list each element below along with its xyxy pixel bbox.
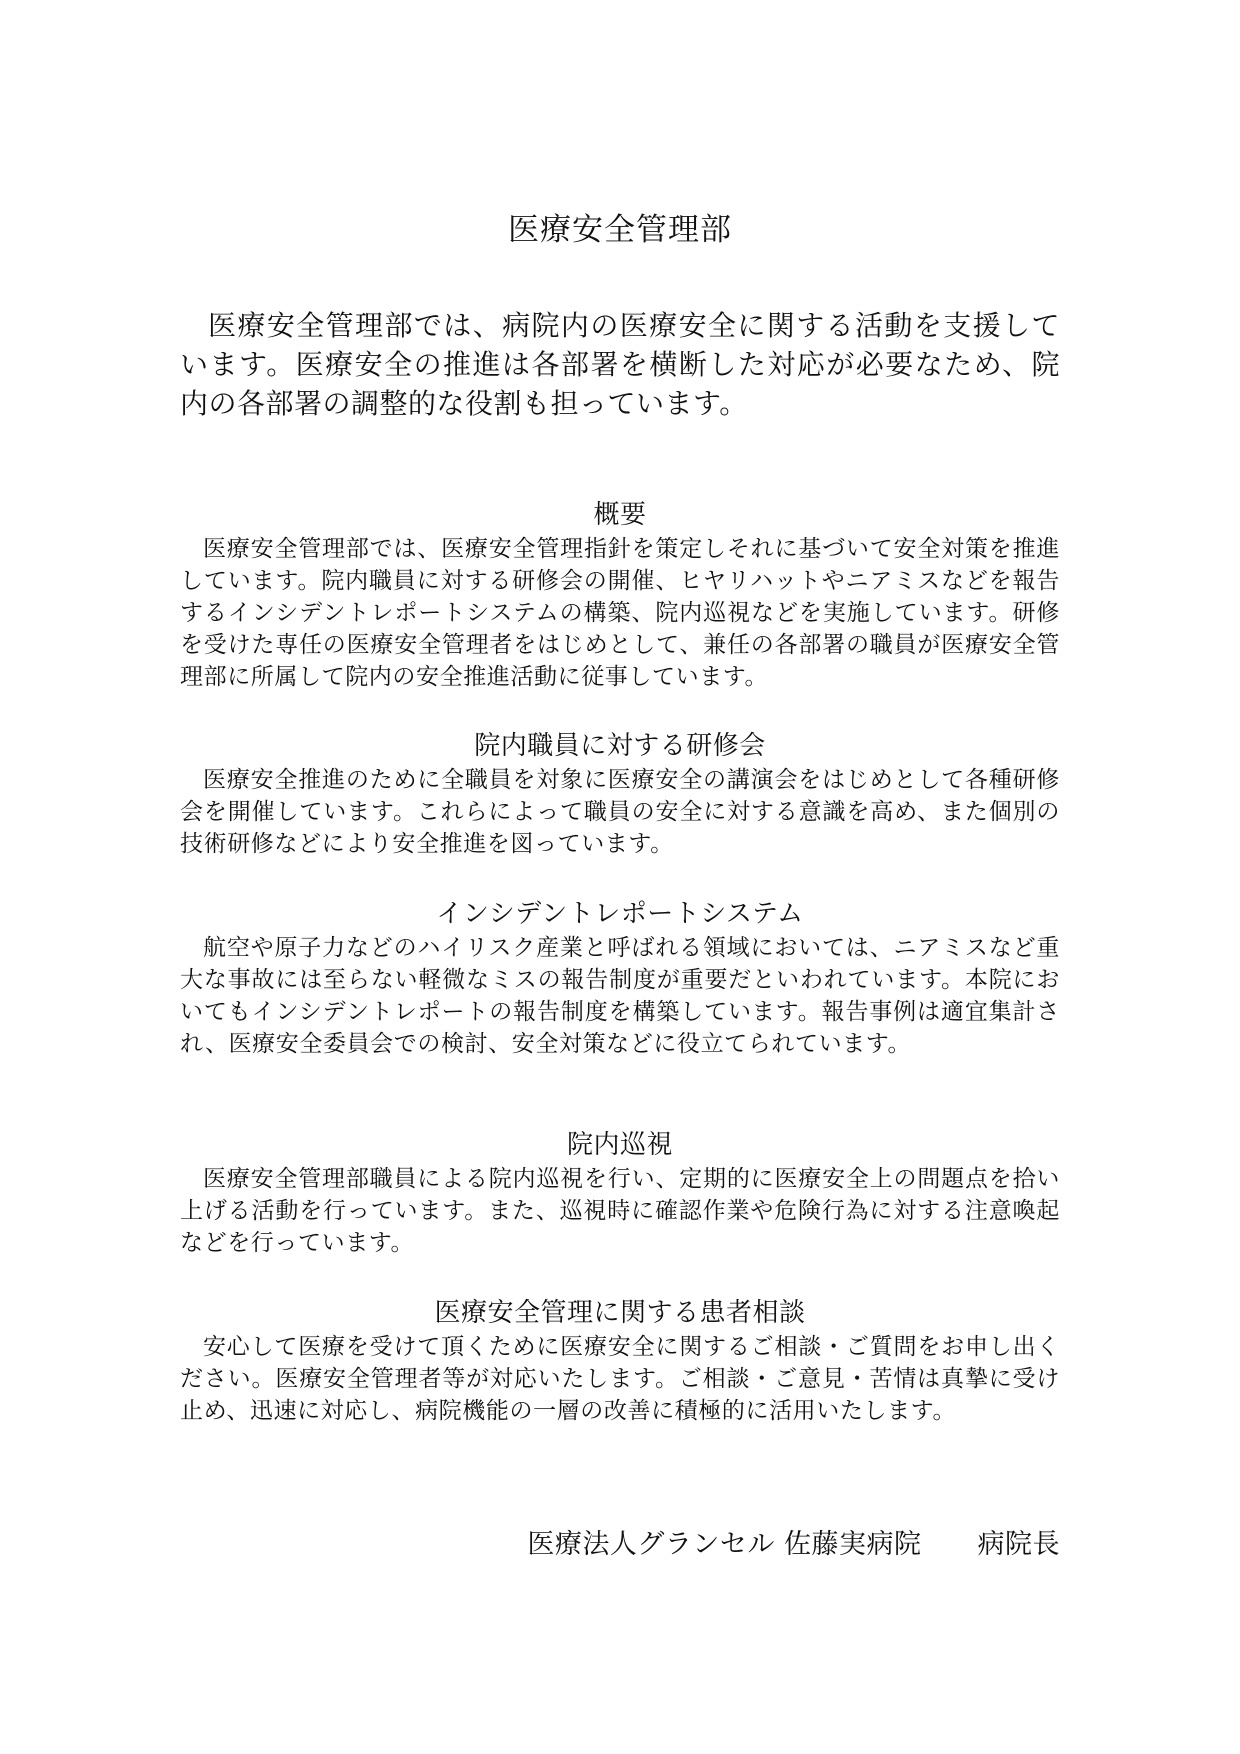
- section-incident-report-system: [180, 896, 1060, 1060]
- section-heading: 概要: [593, 500, 647, 530]
- section-overview: [180, 497, 1060, 693]
- signature-role: 病院長: [977, 1529, 1060, 1560]
- section-staff-training: [180, 728, 1060, 860]
- section-heading: 医療安全管理に関する患者相談: [434, 1298, 806, 1328]
- section-body: 航空や原子力などのハイリスク産業と呼ばれる領域においては、ニアミスなど重大な事故には至らない軽微なミスの報告制度が重要だといわれています。本院においてもインシデントレポートの報告制度を構築しています。報告事例は適宜集計され、医療安全委員会での検討、安全対策などに役立てられています。: [180, 935, 1060, 1057]
- section-body: 医療安全推進のために全職員を対象に医療安全の講演会をはじめとして各種研修会を開催しています。これらによって職員の安全に対する意識を高め、また個別の技術研修などにより安全推進を図っています。: [180, 767, 1060, 857]
- intro-paragraph: 医療安全管理部では、病院内の医療安全に関する活動を支援しています。医療安全の推進は各部署を横断した対応が必要なため、院内の各部署の調整的な役割も担っています。: [180, 309, 1060, 420]
- document-page: [180, 0, 1060, 1754]
- section-heading: インシデントレポートシステム: [436, 899, 804, 929]
- section-heading: 院内職員に対する研修会: [474, 731, 766, 761]
- section-patient-consultation: [180, 1295, 1060, 1427]
- section-hospital-patrol: [180, 1127, 1060, 1259]
- signature-line: [527, 1527, 1060, 1563]
- section-body: 医療安全管理部では、医療安全管理指針を策定しそれに基づいて安全対策を推進しています。院内職員に対する研修会の開催、ヒヤリハットやニアミスなどを報告するインシデントレポートシステムの構築、院内巡視などを実施しています。研修を受けた専任の医療安全管理者をはじめとして、兼任の各部署の職員が医療安全管理部に所属して院内の安全推進活動に従事しています。: [180, 536, 1060, 690]
- signature-organization: 医療法人グランセル 佐藤実病院: [527, 1529, 922, 1560]
- section-body: 医療安全管理部職員による院内巡視を行い、定期的に医療安全上の問題点を拾い上げる活動を行っています。また、巡視時に確認作業や危険行為に対する注意喚起などを行っています。: [180, 1166, 1060, 1256]
- page-title: 医療安全管理部: [508, 212, 732, 248]
- section-body: 安心して医療を受けて頂くために医療安全に関するご相談・ご質問をお申し出ください。医療安全管理者等が対応いたします。ご相談・ご意見・苦情は真摯に受け止め、迅速に対応し、病院機能の一層の改善に積極的に活用いたします。: [180, 1334, 1060, 1424]
- section-heading: 院内巡視: [566, 1130, 673, 1160]
